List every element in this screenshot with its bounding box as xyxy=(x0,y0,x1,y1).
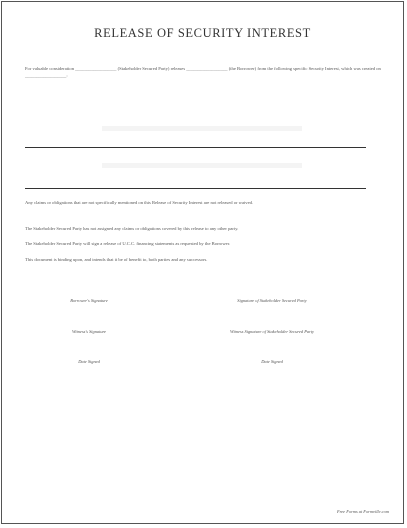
intro-paragraph: For valuable consideration __________________ (Stakeholder Secured Party) releases __________________ (the Borrower) from the following specific Security Interest, which was created on __________________: xyxy=(25,66,381,79)
faded-text-row xyxy=(102,126,302,131)
faded-text-row xyxy=(102,163,302,168)
signature-label: Witness's Signature xyxy=(71,329,107,334)
signature-label: Borrower's Signature xyxy=(70,298,108,303)
signature-label: Date Signed xyxy=(78,359,100,364)
clause-paragraph: The Stakeholder Secured Party has not assigned any claims or obligations covered by this release to any other party. xyxy=(25,226,239,231)
clause-paragraph: Any claims or obligations that are not specifically mentioned on this Release of Security Interest are not released or waived. xyxy=(25,200,254,205)
security-description-line xyxy=(25,188,366,189)
document-page xyxy=(1,1,404,524)
signature-label: Signature of Stakeholder Secured Party xyxy=(237,298,307,303)
footer-credit: Free Forms at Formville.com xyxy=(336,509,389,514)
clause-paragraph: This document is binding upon, and intends that it be of benefit to, both parties and any successors. xyxy=(25,257,208,262)
security-description-line xyxy=(25,147,366,148)
clause-paragraph: The Stakeholder Secured Party will sign a release of U.C.C. financing statements as requested by the Borrower. xyxy=(25,241,231,246)
document-title: RELEASE OF SECURITY INTEREST xyxy=(94,26,311,40)
signature-label: Witness Signature of Stakeholder Secured Party xyxy=(230,329,314,334)
signature-label: Date Signed xyxy=(261,359,283,364)
